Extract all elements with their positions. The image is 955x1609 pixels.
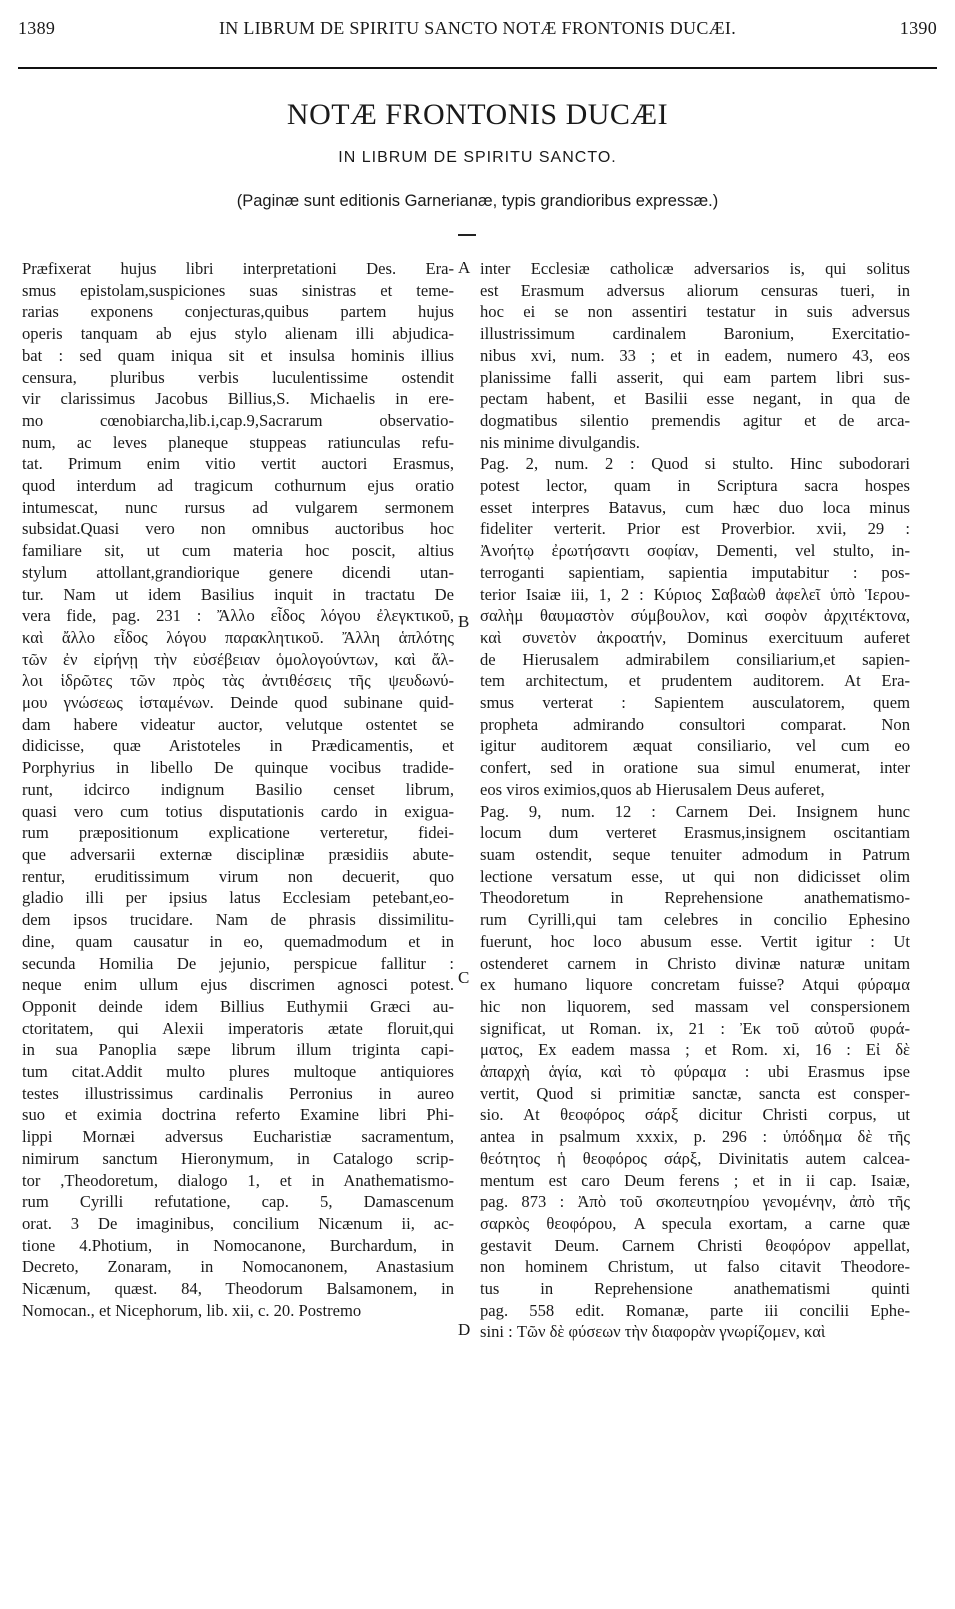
text-line: pectam habent, et Basilii esse negant, in qua de [480, 389, 910, 409]
text-line: vir clarissimus Jacobus Billius,S. Michaelis in ere- [22, 389, 454, 409]
text-line: quod interdum ad tragicum cothurnum ejus oratio [22, 476, 454, 496]
text-line: pag. 558 edit. Romanæ, parte iii concilii Ephe- [480, 1300, 910, 1320]
text-line: planissime falli asserit, qui eam partem libri sus- [480, 367, 910, 387]
text-line: σαλὴμ θαυμαστὸν σύμβουλον, καὶ σοφὸν ἀρχιτέκτονα, [480, 606, 910, 626]
text-line: ἀπαρχὴ ἁγία, καὶ τὸ φύραμα : ubi Erasmus ipse [480, 1062, 910, 1082]
text-line: Nomocan., et Nicephorum, lib. xii, c. 20. Postremo [22, 1300, 362, 1320]
running-title: IN LIBRUM DE SPIRITU SANCTO NOTÆ FRONTONIS DUCÆI. [218, 18, 737, 38]
text-line: que adversarii externæ disciplinæ præsidiis abute- [22, 844, 454, 864]
text-line: igitur auditorem æquat consiliario, vel cum eo [480, 736, 910, 756]
text-line: ματος, Ex eadem massa ; et Rom. xi, 16 : Εἰ δὲ [480, 1040, 910, 1060]
text-line: pag. 873 : Ἀπὸ τοῦ σκοπευτηρίου γενομένην, ἀπὸ τῆς [480, 1192, 910, 1212]
text-line: terior Isaiæ iii, 1, 2 : Κύριος Σαβαὼθ ἀφελεῖ ὑπὸ Ἱερου- [480, 584, 910, 604]
text-line: Opponit deinde idem Billius Euthymii Græci au- [22, 996, 454, 1016]
text-line: σαρκὸς θεοφόρου, A specula exortam, a carne quæ [480, 1213, 910, 1233]
text-line: ctoritatem, qui Alexii imperatoris ætate floruit,qui [22, 1018, 454, 1038]
text-line: operis tanquam ab ejus stylo alienam illi abjudica- [22, 324, 454, 344]
text-line: λοι ἱδρῶτες τῶν πρὸς τὰς ἀντιθέσεις τῆς ψευδωνύ- [22, 671, 454, 691]
section-dash [458, 234, 476, 236]
text-line: hic non liquorem, sed massam vel conspersionem [480, 996, 910, 1016]
text-line: rentur, eruditissimum virum non decuerit, quo [22, 866, 454, 886]
text-line: orat. 3 De imaginibus, concilium Nicænum ii, ac- [22, 1213, 454, 1233]
text-line: smus epistolam,suspiciones suas sinistras et teme- [22, 280, 454, 300]
text-line: secunda Homilia De jejunio, perspicue fallitur : [22, 953, 454, 973]
text-line: μου γνώσεως ἱσταμένων. Deinde quod subinane quid- [22, 693, 454, 713]
page-subtitle: IN LIBRUM DE SPIRITU SANCTO. [338, 149, 617, 166]
text-line: bat : sed quam iniqua sit et insulsa hominis illius [22, 345, 454, 365]
text-line: in sua Panoplia sæpe librum illum triginta capi- [22, 1040, 454, 1060]
right-column [480, 258, 910, 1343]
text-line: est Erasmum adversus aliorum censuras tueri, in [480, 280, 910, 300]
text-line: lippi Mornæi adversus Eucharistiæ sacramentum, [22, 1127, 454, 1147]
text-line: terroganti sapientiam, sapientia imputabitur : pos- [480, 562, 910, 582]
margin-marker-c: C [458, 968, 470, 987]
text-line: significat, ut Roman. ix, 21 : Ἐκ τοῦ αὐτοῦ φυρά- [480, 1018, 910, 1038]
running-header [18, 18, 937, 44]
text-line: gladio illi per ipsius latus Ecclesiam petebant,eo- [22, 888, 454, 908]
text-line: tem architectum, et prudentem auditorem. At Era- [480, 671, 910, 691]
text-line: inter Ecclesiæ catholicæ adversarios is, qui solitus [480, 259, 910, 278]
text-line: dogmatibus silentio premendis agitur et de arca- [480, 410, 910, 430]
text-line: hoc ei se non assentiri testatur in suis adversus [480, 302, 910, 322]
text-line: Theodoretum in Reprehensione anathematismo- [480, 888, 910, 908]
text-line: tione 4.Photium, in Nomocanone, Burchardum, in [22, 1235, 454, 1255]
text-line: suo et eximia doctrina referto Examine libri Phi- [22, 1105, 454, 1125]
text-line: tur. Nam ut idem Basilius inquit in tractatu De [22, 584, 454, 604]
text-line: dine, quam causatur in eo, quemadmodum et in [22, 931, 454, 951]
page-number-left: 1389 [18, 18, 56, 38]
text-line: dem ipsos trucidare. Nam de phrasis dissimilitu- [22, 910, 454, 930]
text-line: propheta admirando consultori comparat. Non [480, 714, 910, 734]
text-line: Nicænum, quæst. 84, Theodorum Balsamonem, in [22, 1279, 454, 1299]
text-line: testes illustrissimus cardinalis Perronius in aureo [22, 1083, 454, 1103]
margin-marker-b: B [458, 612, 470, 631]
text-line: runt, idcirco indignum Basilio censet librum, [22, 779, 454, 799]
text-line: de Hierusalem admirabilem consiliarium,et sapien- [480, 649, 910, 669]
text-line: sini : Τῶν δὲ φύσεων τὴν διαφορὰν γνωρίζομεν, καὶ [480, 1322, 826, 1342]
text-line: censura, pluribus verbis luculentissime ostendit [22, 367, 454, 387]
text-line: nibus xvi, num. 33 ; et in eadem, numero 43, eos [480, 345, 910, 365]
text-line: subsidat.Quasi vero non omnibus auctoribus hoc [22, 519, 454, 539]
text-line: smus verterat : Sapientem ausculatorem, quem [480, 693, 910, 713]
text-line: rarias exponens conjecturas,quibus partem hujus [22, 302, 454, 322]
text-line: tus in Reprehensione anathematismi quinti [480, 1279, 910, 1299]
text-line: mo cœnobiarcha,lib.i,cap.9,Sacrarum observatio- [22, 410, 454, 430]
text-line: gestavit Deum. Carnem Christi θεοφόρον appellat, [480, 1235, 910, 1255]
margin-marker-d: D [458, 1320, 471, 1339]
text-line: Porphyrius in libello De quinque vocibus tradide- [22, 758, 454, 778]
text-line: stylum attollant,grandiorique genere dicendi utan- [22, 562, 454, 582]
text-line: neque enim ullum ejus discrimen agnosci potest. [22, 975, 454, 995]
text-line: Ἀνοήτῳ ἐρωτήσαντι σοφίαν, Dementi, vel stulto, in- [480, 541, 910, 561]
left-column [22, 258, 454, 1321]
text-line: dam habere videatur auctor, velutque ostentet se [22, 714, 454, 734]
text-line: intumescat, nunc rursus ad vulgarem sermonem [22, 497, 454, 517]
text-line: nis minime divulgandis. [480, 432, 640, 452]
page-title: NOTÆ FRONTONIS DUCÆI [286, 98, 669, 131]
text-line: tor ,Theodoretum, dialogo 1, et in Anathematismo- [22, 1170, 454, 1190]
text-line: suam ostendit, seque tenuiter admodum in Patrum [480, 844, 910, 864]
text-line: familiare sit, ut cum materia hoc poscit, altius [22, 541, 454, 561]
text-line: didicisse, quæ Aristoteles in Prædicamentis, et [22, 736, 454, 756]
text-line: τῶν ἐν εἰρήνῃ τὴν εὐσέβειαν ὁμολογούντων, καὶ ἄλ- [22, 649, 454, 669]
page-number-right: 1390 [899, 18, 937, 38]
text-line: sio. At θεοφόρος σάρξ dicitur Christi corpus, ut [480, 1105, 910, 1125]
text-line: tat. Primum enim vitio vertit auctori Erasmus, [22, 454, 454, 474]
text-line: quasi vero cum totius disputationis cardo in exigua- [22, 801, 454, 821]
margin-marker-a: A [458, 258, 471, 277]
text-line: illustrissimum cardinalem Baronium, Exercitatio- [480, 324, 910, 344]
text-line: lectione versatum esse, ut qui non didicisset olim [480, 866, 910, 886]
edition-note: (Paginæ sunt editionis Garnerianæ, typis grandioribus expressæ.) [236, 192, 719, 210]
text-line: eos viros eximios,quos ab Hierusalem Deus auferet, [480, 779, 825, 799]
text-line: Decreto, Zonaram, in Nomocanonem, Anastasium [22, 1257, 454, 1277]
text-line: num, ac leves planeque stuppeas ratiunculas refu- [22, 432, 454, 452]
text-line: vertit, Quod si primitiæ sanctæ, sancta est consper- [480, 1083, 910, 1103]
text-line: ex humano liquore concretam fuisse? Atqui φύραμα [480, 975, 910, 995]
text-line: καὶ συνετὸν ἀκροατήν, Dominus exercituum auferet [480, 627, 910, 647]
text-line: Pag. 9, num. 12 : Carnem Dei. Insignem hunc [480, 801, 910, 821]
text-line: non hominem Christum, ut falso citavit Theodore- [480, 1257, 910, 1277]
text-line: vera fide, pag. 231 : Ἄλλο εἶδος λόγου ἐλεγκτικοῦ, [22, 606, 454, 626]
text-line: Pag. 2, num. 2 : Quod si stulto. Hinc subodorari [480, 454, 910, 474]
text-line: rum Cyrilli,qui tam celebres in concilio Ephesino [480, 910, 910, 930]
text-line: locum dum verteret Erasmus,insignem oscitantiam [480, 823, 910, 843]
text-line: rum præpositionum explicatione verteretur, fidei- [22, 823, 454, 843]
text-line: potest lector, quam in Scriptura sacra hospes [480, 476, 910, 496]
text-line: confert, sed in oratione sua simul enumerat, inter [480, 758, 910, 778]
text-line: antea in psalmum xxxix, p. 296 : ὑπόδημα δὲ τῆς [480, 1127, 910, 1147]
text-line: ostenderet carnem in Christo divinæ naturæ unitam [480, 953, 910, 973]
text-line: Præfixerat hujus libri interpretationi Des. Era- [22, 259, 454, 278]
text-line: fideliter verterit. Prior est Proverbior. xvii, 29 : [480, 519, 910, 539]
text-line: tum citat.Addit multo plures multoque antiquiores [22, 1062, 454, 1082]
text-line: καὶ ἄλλο εἶδος λόγου παρακλητικοῦ. Ἄλλη ἁπλότης [22, 627, 454, 647]
text-line: fuerunt, hoc loco abusum esse. Vertit igitur : Ut [480, 931, 910, 951]
text-line: rum Cyrilli refutatione, cap. 5, Damascenum [22, 1192, 454, 1212]
text-line: esset interpres Batavus, cum hæc duo loca minus [480, 497, 910, 517]
text-line: θεότητος ἡ θεοφόρος σάρξ, Divinitatis autem calcea- [480, 1148, 910, 1168]
text-line: nimirum sanctum Hieronymum, in Catalogo scrip- [22, 1148, 454, 1168]
text-line: mentum est caro Deum ferens ; et in ii cap. Isaiæ, [480, 1170, 910, 1190]
header-rule [18, 67, 937, 69]
